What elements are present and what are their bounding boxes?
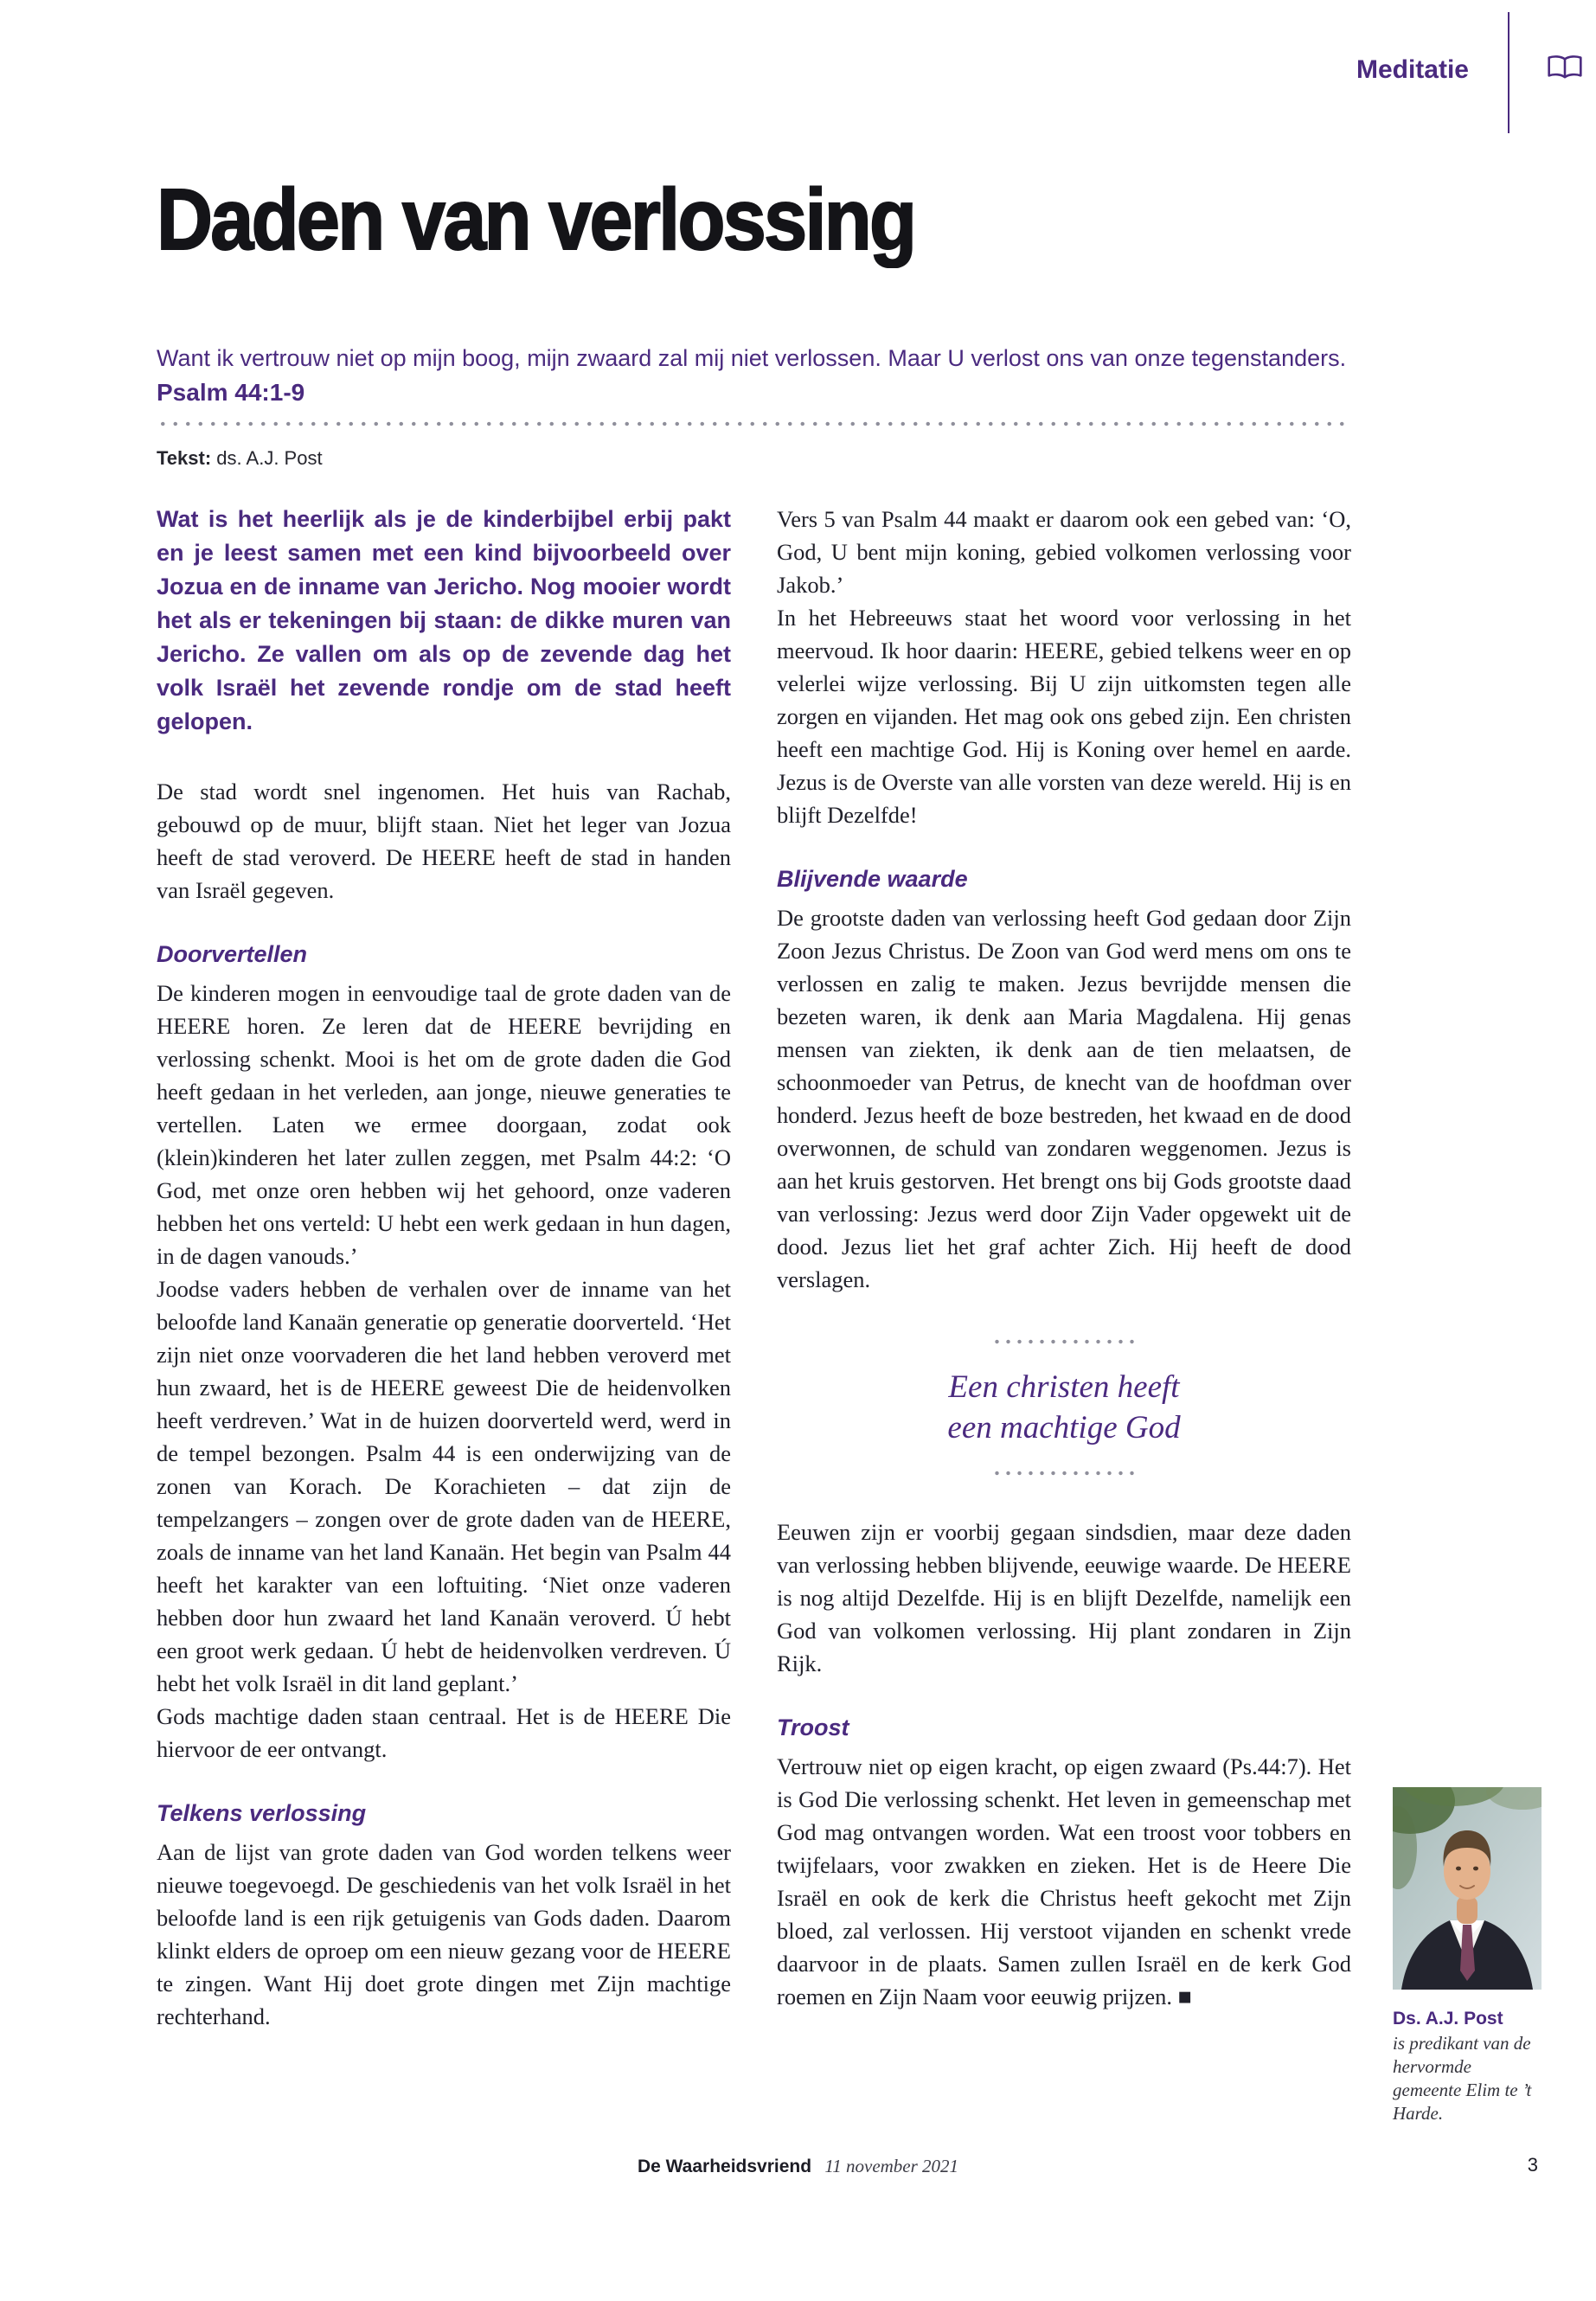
paragraph: Aan de lijst van grote daden van God worden telkens weer nieuwe toegevoegd. De geschiedenis van het volk Israël in het beloofde land is een rijk getuigenis van Gods daden. Daarom klinkt elders de oproep om een nieuw gezang voor de HEERE te zingen. Want Hij doet grote dingen met Zijn machtige rechterhand.	[157, 1839, 731, 2029]
dotted-ornament-top	[991, 1339, 1137, 1344]
paragraph: De stad wordt snel ingenomen. Het huis van Rachab, gebouwd op de muur, blijft staan. Niet het leger van Jozua heeft de stad veroverd. De HEERE heeft de stad in handen van Israël gegeven.	[157, 779, 731, 903]
section-heading-doorvertellen: Doorvertellen	[157, 941, 308, 967]
paragraph: Vers 5 van Psalm 44 maakt er daarom ook een gebed van: ‘O, God, U bent mijn koning, gebied volkomen verlossing voor Jakob.’	[777, 506, 1351, 598]
paragraph: Joodse vaders hebben de verhalen over de inname van het beloofde land Kanaän generatie op generatie doorverteld. ‘Het zijn niet onze voorvaderen die het land hebben veroverd met hun zwaard, het is de HEERE geweest Die de heidenvolken heeft verdreven.’ Wat in de huizen doorverteld werd, werd in de tempel bezongen. Psalm 44 is een onderwijzing van de zonen van Korach. De Korachieten – dat zijn de tempelzangers – zongen over de grote daden van de HEERE, zoals de inname van het land Kanaän. Het begin van Psalm 44 heeft het karakter van een loftuiting. ‘Niet onze vaderen hebben door hun zwaard het land Kanaän veroverd. Ú hebt een groot werk gedaan. Ú hebt de heidenvolken verdreven. Ú hebt het volk Israël in dit land geplant.’	[157, 1276, 731, 1696]
paragraph: De kinderen mogen in eenvoudige taal de grote daden van de HEERE horen. Ze leren dat de HEERE bevrijding en verlossing schenkt. Mooi is het om de grote daden die God heeft gedaan in het verleden, aan jonge, nieuwe generaties te vertellen. Laten we ermee doorgaan, zodat ook (klein)kinderen het later zullen zeggen, met Psalm 44:2: ‘O God, met onze oren hebben wij het gehoord, onze vaderen hebben het ons verteld: U hebt een werk gedaan in hun dagen, in de dagen vanouds.’	[157, 980, 731, 1269]
intro-quote: Want ik vertrouw niet op mijn boog, mijn zwaard zal mij niet verlossen. Maar U verlost ons van onze tegenstanders.	[157, 345, 1347, 371]
open-book-icon	[1546, 54, 1584, 86]
author-photo-block	[1393, 1787, 1542, 2125]
page-footer	[0, 2156, 1596, 2177]
intro-block	[157, 342, 1351, 409]
text-columns	[157, 503, 1351, 2033]
byline-label: Tekst:	[157, 447, 212, 469]
right-column	[777, 503, 1351, 2033]
byline-author: ds. A.J. Post	[216, 447, 323, 469]
paragraph: Gods machtige daden staan centraal. Het is de HEERE Die hiervoor de eer ontvangt.	[157, 1703, 731, 1762]
section-heading-blijvende-waarde: Blijvende waarde	[777, 866, 968, 892]
dotted-separator	[157, 421, 1351, 426]
footer-date: 11 november 2021	[824, 2156, 959, 2176]
masthead-divider	[1508, 12, 1509, 133]
section-heading-telkens-verlossing: Telkens verlossing	[157, 1800, 367, 1826]
byline	[157, 447, 1351, 470]
paragraph: Eeuwen zijn er voorbij gegaan sindsdien, maar deze daden van verlossing hebben blijvende, eeuwige waarde. De HEERE is nog altijd Dezelfde. Hij is en blijft Dezelfde, namelijk een God van volkomen verlossing. Hij plant zondaren in Zijn Rijk.	[777, 1519, 1351, 1676]
footer-magazine-name: De Waarheidsvriend	[637, 2157, 812, 2176]
left-column	[157, 503, 731, 2033]
intro-reference: Psalm 44:1-9	[157, 379, 305, 406]
photo-caption-name: Ds. A.J. Post	[1393, 2009, 1503, 2029]
photo-caption-text: is predikant van de hervormde gemeente Elim te ’t Harde.	[1393, 2033, 1532, 2124]
article	[157, 0, 1351, 2033]
page-number: 3	[1527, 2154, 1538, 2176]
lead-paragraph: Wat is het heerlijk als je de kinderbijbel erbij pakt en je leest samen met een kind bijvoorbeeld over Jozua en de inname van Jericho. Nog mooier wordt het als er tekeningen bij staan: de dikke muren van Jericho. Ze vallen om als op de zevende dag het volk Israël het zevende rondje om de stad heeft gelopen.	[157, 506, 731, 734]
dotted-ornament-bottom	[991, 1471, 1137, 1476]
section-label: Meditatie	[1356, 55, 1469, 84]
page-title: Daden van verlossing	[157, 171, 915, 268]
portrait-photo	[1393, 1787, 1542, 1990]
pull-quote-line: Een christen heeft	[948, 1369, 1180, 1405]
paragraph: Vertrouw niet op eigen kracht, op eigen zwaard (Ps.44:7). Het is God Die verlossing schenkt. Het leven in gemeenschap met God mag ontvangen worden. Wat een troost voor tobbers en twijfelaars, voor zwakken en zieken. Het is de Heere Die Israël en ook de kerk die Christus heeft gekocht met Zijn bloed, zal verlossen. Hij verstoot vijanden en schenkt vrede daarvoor in de plaats. Samen zullen Israël en de kerk God roemen en Zijn Naam voor eeuwig prijzen. ■	[777, 1753, 1351, 2009]
paragraph: In het Hebreeuws staat het woord voor verlossing in het meervoud. Ik hoor daarin: HEERE, gebied telkens weer en op velerlei wijze verlossing. Bij U zijn uitkomsten tegen alle zorgen en vijanden. Het mag ook ons gebed zijn. Een christen heeft een machtige God. Hij is Koning over hemel en aarde. Jezus is de Overste van alle vorsten van deze wereld. Hij is en blijft Dezelfde!	[777, 605, 1351, 828]
section-heading-troost: Troost	[777, 1715, 849, 1740]
paragraph: De grootste daden van verlossing heeft God gedaan door Zijn Zoon Jezus Christus. De Zoon van God werd mens om ons te verlossen en zalig te maken. Jezus bevrijdde mensen die bezeten waren, ik denk aan Maria Magdalena. Hij genas mensen van ziekten, ik denk aan de tien melaatsen, de schoonmoeder van Petrus, de knecht van de hoofdman over honderd. Jezus heeft de boze bestreden, het kwaad en de dood overwonnen, de schuld van zondaren weggenomen. Jezus is aan het kruis gestorven. Het brengt ons bij Gods grootste daad van verlossing: Jezus werd door Zijn Vader opgewekt uit de dood. Jezus liet het graf achter Zich. Hij heeft de dood verslagen.	[777, 905, 1351, 1292]
pull-quote	[777, 1339, 1351, 1476]
pull-quote-line: een machtige God	[947, 1410, 1181, 1445]
